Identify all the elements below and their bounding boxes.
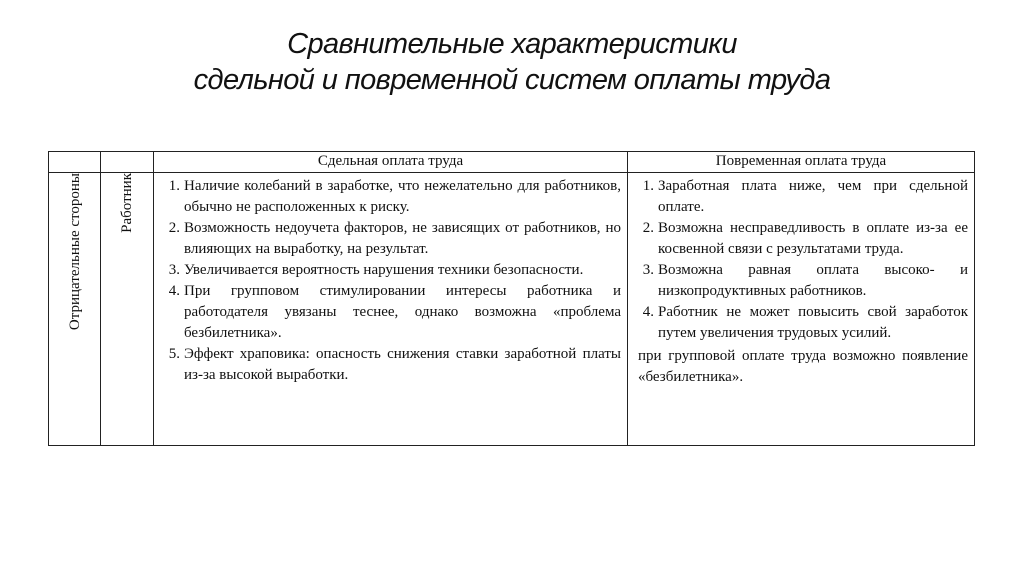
list-item (628, 260, 968, 302)
list-item (154, 176, 621, 218)
list-item (154, 218, 621, 260)
title-line-1: Сравнительные характеристики (287, 28, 737, 60)
subject-label: Работник (119, 173, 135, 233)
list-item-number: 5. (168, 346, 180, 362)
header-time-based: Повременная оплата труда (628, 152, 975, 173)
list-item-text: Увеличивается вероятность нарушения техники безопасности. (184, 262, 584, 278)
piecework-list (154, 173, 627, 388)
list-item-number: 1. (642, 178, 654, 194)
list-item-number: 3. (168, 262, 180, 278)
list-item-text: Эффект храповика: опасность снижения ставки заработной платы из-за высокой выработки. (184, 346, 621, 383)
list-item (628, 302, 968, 344)
list-item (628, 176, 968, 218)
header-piecework: Сдельная оплата труда (154, 152, 628, 173)
category-label: Отрицательные стороны (66, 173, 83, 331)
list-item-number: 3. (642, 262, 654, 278)
list-item-number: 4. (642, 304, 654, 320)
list-item-text: Работник не может повысить свой заработок путем увеличения трудовых усилий. (658, 304, 968, 341)
list-item-text: При групповом стимулировании интересы работника и работодателя увязаны теснее, однако возможна «проблема безбилетника». (184, 283, 621, 341)
list-item (628, 218, 968, 260)
list-item (154, 281, 621, 344)
list-item-number: 2. (642, 220, 654, 236)
header-cell-empty-1 (49, 152, 101, 173)
header-cell-empty-2 (101, 152, 154, 173)
title-line-2: сдельной и повременной систем оплаты труда (193, 64, 831, 96)
page-title (0, 26, 1024, 98)
time-based-cell (628, 173, 975, 446)
list-item-text: Наличие колебаний в заработке, что нежелательно для работников, обычно не расположенных к риску. (184, 178, 621, 215)
header-row (49, 152, 975, 173)
list-item-text: Возможна несправедливость в оплате из-за ее косвенной связи с результатами труда. (658, 220, 968, 257)
subject-cell (101, 173, 154, 446)
list-item-text: Возможна равная оплата высоко- и низкопродуктивных работников. (658, 262, 968, 299)
list-item-text: Заработная плата ниже, чем при сдельной оплате. (658, 178, 968, 215)
category-cell (49, 173, 101, 446)
time-based-list (628, 173, 974, 346)
list-item (154, 344, 621, 386)
list-item-text: Возможность недоучета факторов, не зависящих от работников, но влияющих на выработку, на результат. (184, 220, 621, 257)
comparison-table (48, 151, 975, 446)
list-item (154, 260, 621, 281)
list-item-number: 2. (168, 220, 180, 236)
time-based-tail-note: при групповой оплате труда возможно появление «безбилетника». (638, 348, 968, 385)
list-item-number: 4. (168, 283, 180, 299)
list-item-number: 1. (168, 178, 180, 194)
table-row (49, 173, 975, 446)
piecework-cell (154, 173, 628, 446)
